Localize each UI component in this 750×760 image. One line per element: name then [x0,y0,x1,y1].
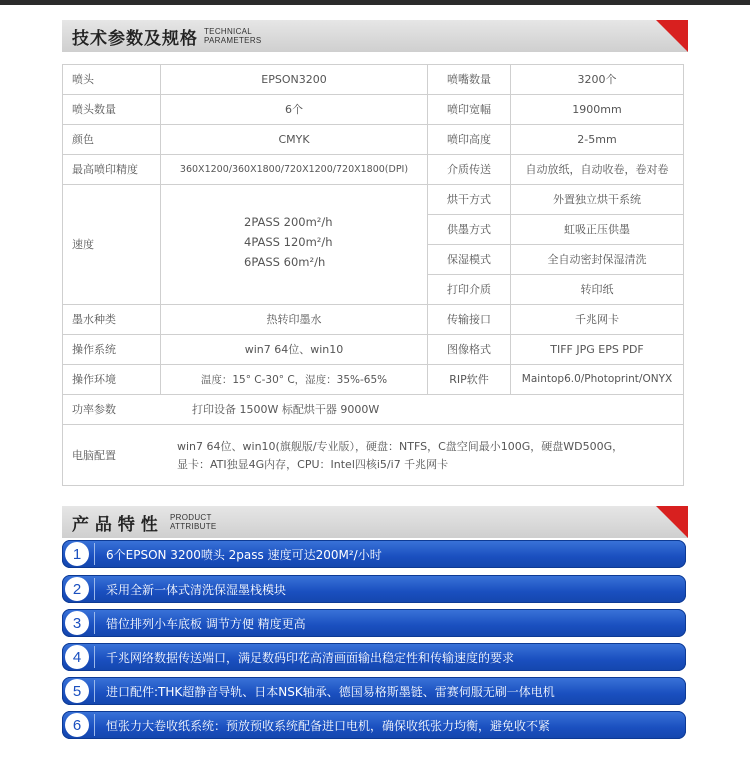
spec-label-image-format: 图像格式 [447,343,491,356]
feature-text: 采用全新一体式清洗保湿墨栈模块 [106,582,287,597]
feature-item-5 [62,677,686,705]
spec-value-resolution: 360X1200/360X1800/720X1200/720X1800(DPI) [179,163,409,175]
spec-value-media-transfer: 自动放纸，自动收卷，卷对卷 [525,163,669,176]
spec-value-os: win7 64位、win10 [244,343,344,356]
spec-value-pc [177,438,623,474]
features-section-header [62,506,688,538]
feature-number-badge: 1 [65,542,89,566]
feature-number-badge: 6 [65,713,89,737]
feature-divider [94,578,95,600]
spec-label-ink-supply: 供墨方式 [447,223,491,236]
feature-text: 错位排列小车底板 调节方便 精度更高 [106,616,306,631]
red-corner-accent [656,20,688,52]
features-title-en [170,513,217,531]
specs-title-en [204,27,262,45]
spec-label-ink-type: 墨水种类 [72,313,116,326]
feature-divider [94,714,95,736]
speed-line-4pass: 4PASS 120m²/h [244,235,333,249]
specs-title-en-line1: TECHNICAL [204,27,253,36]
feature-item-4 [62,643,686,671]
spec-table [62,64,684,486]
spec-label-print-media: 打印介质 [447,283,491,296]
spec-label-nozzle: 喷头 [72,73,94,86]
spec-label-print-height: 喷印高度 [447,133,491,146]
spec-label-moisture: 保湿模式 [447,253,491,266]
feature-divider [94,680,95,702]
spec-value-print-width: 1900mm [572,102,622,116]
feature-divider [94,543,95,565]
spec-value-environment: 温度：15° C-30° C，湿度：35%-65% [200,373,388,386]
pc-config-line-2: 显卡：ATI独显4G内存，CPU：Intel四核i5/i7 千兆网卡 [177,458,449,471]
feature-item-6 [62,711,686,739]
spec-value-speed [244,212,333,272]
feature-text: 进口配件:THK超静音导轨、日本NSK轴承、德国易格斯墨链、雷赛伺服无刷一体电机 [106,684,555,699]
feature-item-2 [62,575,686,603]
spec-label-rip: RIP软件 [449,373,489,386]
specs-title: 技术参数及规格 [72,29,198,49]
pc-config-line-1: win7 64位、win10(旗舰版/专业版），硬盘：NTFS，C盘空间最小100G，硬盘WD500G， [177,440,624,453]
feature-number-badge: 4 [65,645,89,669]
spec-value-power: 打印设备 1500W 标配烘干器 9000W [192,403,380,416]
spec-label-color: 颜色 [72,133,94,146]
feature-divider [94,646,95,668]
spec-label-nozzle-count: 喷嘴数量 [447,73,491,86]
spec-value-nozzle: EPSON3200 [261,72,327,86]
spec-label-speed: 速度 [72,238,94,251]
feature-item-3 [62,609,686,637]
spec-value-print-height: 2-5mm [577,132,617,146]
speed-line-6pass: 6PASS 60m²/h [244,255,326,269]
spec-label-media-transfer: 介质传送 [447,163,491,176]
specs-section-header [62,20,688,52]
specs-title-en-line2: PARAMETERS [204,36,262,45]
spec-value-head-count: 6个 [285,103,303,116]
feature-number-badge: 5 [65,679,89,703]
spec-value-moisture: 全自动密封保湿清洗 [547,253,647,266]
spec-value-nozzle-count: 3200个 [577,73,617,86]
red-corner-accent [656,506,688,538]
features-title-en-line2: ATTRIBUTE [170,522,217,531]
features-title: 产 品 特 性 [72,515,158,535]
spec-value-print-media: 转印纸 [580,283,614,296]
spec-label-drying: 烘干方式 [447,193,491,206]
spec-label-head-count: 喷头数量 [72,103,116,116]
spec-value-interface: 千兆网卡 [575,313,619,326]
spec-label-power: 功率参数 [72,403,116,416]
feature-text: 千兆网络数据传送端口，满足数码印花高清画面输出稳定性和传输速度的要求 [106,650,515,665]
spec-label-print-width: 喷印宽幅 [447,103,491,116]
spec-value-ink-type: 热转印墨水 [266,313,322,326]
spec-label-pc: 电脑配置 [72,448,116,462]
feature-number-badge: 2 [65,577,89,601]
spec-value-rip: Maintop6.0/Photoprint/ONYX [521,373,673,385]
feature-text: 恒张力大卷收纸系统：预放预收系统配备进口电机，确保收纸张力均衡，避免收不紧 [106,718,551,733]
spec-value-ink-supply: 虹吸正压供墨 [564,223,630,236]
top-bar [0,0,750,5]
spec-label-os: 操作系统 [72,343,116,356]
feature-item-1 [62,540,686,568]
spec-value-color: CMYK [278,132,310,146]
speed-line-2pass: 2PASS 200m²/h [244,215,333,229]
spec-label-interface: 传输接口 [447,313,491,326]
spec-value-drying: 外置独立烘干系统 [553,193,641,206]
spec-value-image-format: TIFF JPG EPS PDF [550,342,644,356]
features-title-en-line1: PRODUCT [170,513,212,522]
feature-divider [94,612,95,634]
spec-label-resolution: 最高喷印精度 [72,163,138,176]
feature-number-badge: 3 [65,611,89,635]
feature-text: 6个EPSON 3200喷头 2pass 速度可达200M²/小时 [106,547,382,562]
spec-label-environment: 操作环境 [72,373,116,386]
